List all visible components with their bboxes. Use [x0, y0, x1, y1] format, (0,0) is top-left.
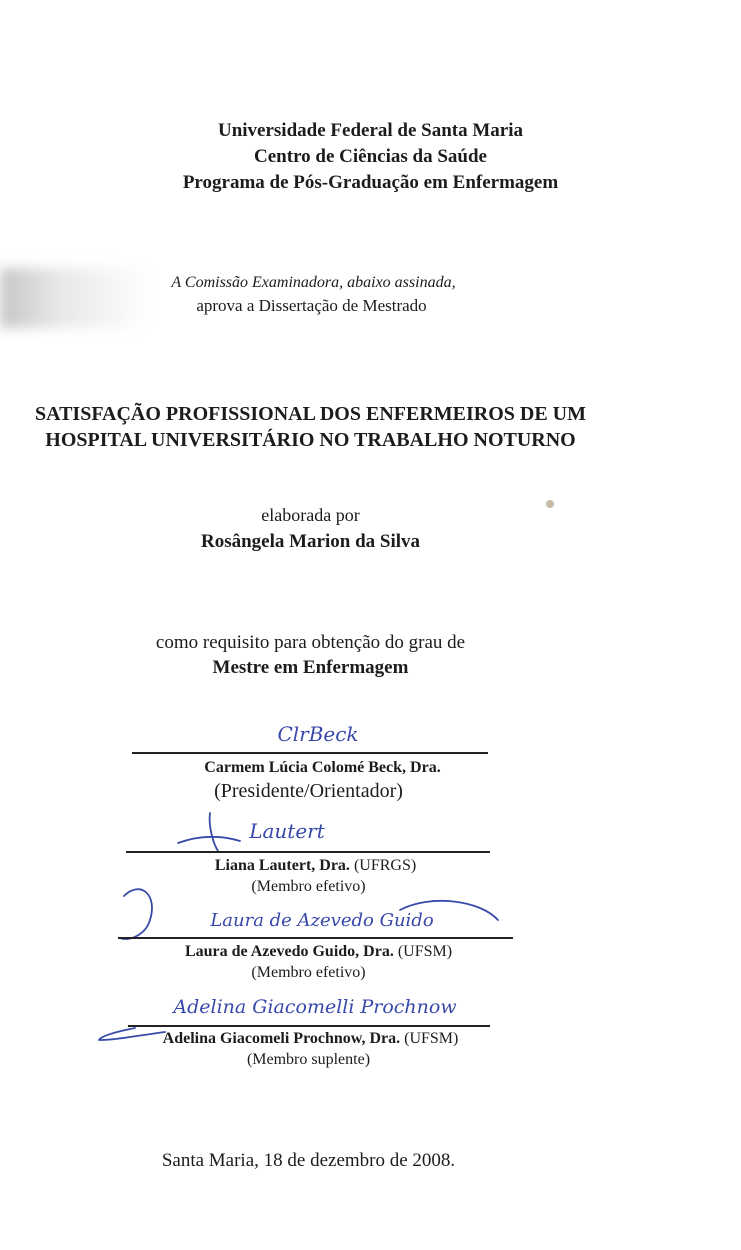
member-name: Carmem Lúcia Colomé Beck, Dra.	[204, 759, 441, 776]
committee-member-4-name	[0, 1030, 681, 1048]
dissertation-title-line-1: SATISFAÇÃO PROFISSIONAL DOS ENFERMEIROS DE UM	[34, 403, 586, 425]
committee-member-3-name	[0, 943, 689, 961]
committee-member-2-name	[0, 857, 686, 875]
member-affiliation: (UFSM)	[400, 1030, 459, 1047]
signature-text: Adelina Giacomelli Prochnow	[173, 996, 457, 1018]
committee-member-1-role: (Presidente/Orientador)	[214, 780, 403, 802]
signature-guido	[100, 880, 520, 950]
signature-line	[126, 851, 490, 853]
program-name: Programa de Pós-Graduação em Enfermagem	[182, 172, 559, 193]
member-name: Adelina Giacomeli Prochnow, Dra.	[162, 1030, 401, 1047]
author-intro: elaborada por	[261, 505, 360, 525]
member-affiliation: (UFRGS)	[349, 857, 417, 874]
signature-line	[132, 752, 488, 754]
signature-line	[118, 937, 513, 939]
author-name: Rosângela Marion da Silva	[200, 531, 421, 552]
committee-member-1-name	[0, 759, 693, 777]
dissertation-title-line-2: HOSPITAL UNIVERSITÁRIO NO TRABALHO NOTURNO	[45, 429, 576, 451]
signature-line	[128, 1025, 490, 1027]
signature-text: ClrBeck	[277, 722, 359, 746]
signature-lautert	[170, 805, 360, 857]
committee-member-3-role: (Membro efetivo)	[251, 964, 366, 981]
member-name: Liana Lautert, Dra.	[214, 857, 350, 874]
member-affiliation: (UFSM)	[393, 943, 453, 960]
degree-name: Mestre em Enfermagem	[212, 657, 409, 678]
signature-text: Laura de Azevedo Guido	[210, 910, 434, 931]
committee-member-4-role: (Membro suplente)	[246, 1051, 371, 1068]
signature-beck	[238, 712, 398, 756]
university-name: Universidade Federal de Santa Maria	[217, 120, 524, 141]
committee-member-2-role: (Membro efetivo)	[251, 878, 366, 895]
member-name: Laura de Azevedo Guido, Dra.	[184, 943, 394, 960]
approval-line-2: aprova a Dissertação de Mestrado	[196, 296, 427, 315]
center-name: Centro de Ciências da Saúde	[254, 146, 487, 167]
degree-intro: como requisito para obtenção do grau de	[155, 632, 466, 653]
approval-line-1: A Comissão Examinadora, abaixo assinada,	[171, 274, 456, 291]
place-and-date: Santa Maria, 18 de dezembro de 2008.	[161, 1150, 456, 1171]
signature-text: Lautert	[249, 819, 325, 843]
